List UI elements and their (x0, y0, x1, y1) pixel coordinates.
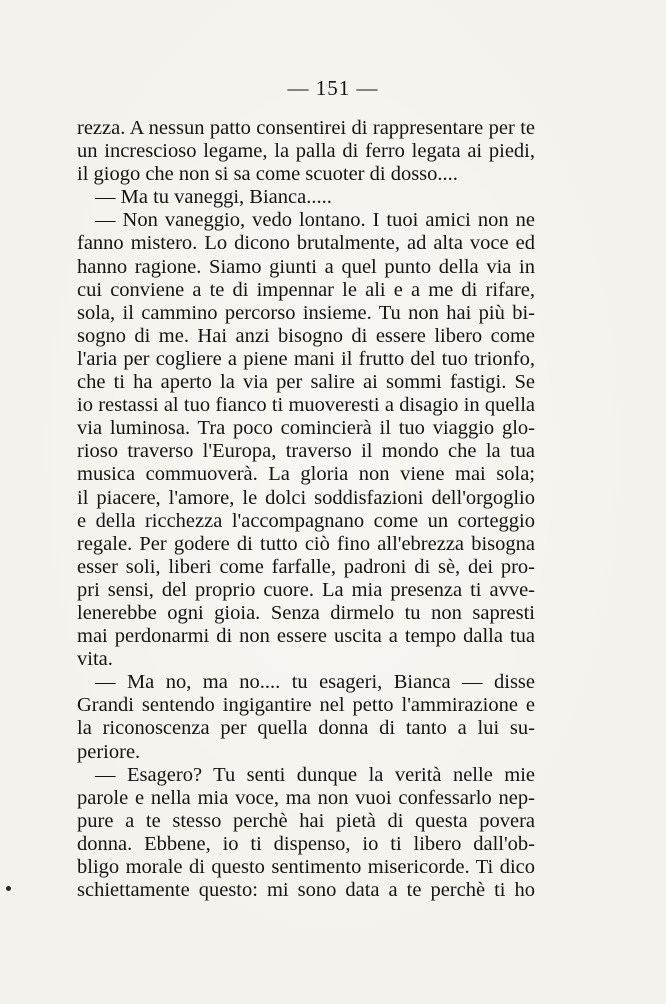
text-line: musica commuoverà. La gloria non viene mai sola; (77, 463, 535, 486)
text-line: il giogo che non si sa come scuoter di dosso.... (77, 163, 458, 186)
text-line: — Ma no, ma no.... tu esageri, Bianca — disse (95, 671, 535, 694)
text-line: lenerebbe ogni gioia. Senza dirmelo tu non sapresti (77, 601, 535, 624)
text-line: il piacere, l'amore, le dolci soddisfazioni dell'orgoglio (77, 486, 535, 509)
text-line: la riconoscenza per quella donna di tanto a lui su- (77, 717, 535, 740)
text-line: sogno di me. Hai anzi bisogno di essere libero come (77, 324, 535, 347)
text-line: rioso traverso l'Europa, traverso il mondo che la tua (77, 440, 535, 463)
text-line: hanno ragione. Siamo giunti a quel punto della via in (77, 255, 535, 278)
text-line: Grandi sentendo ingigantire nel petto l'ammirazione e (77, 694, 535, 717)
page-number: — 151 — (287, 76, 379, 100)
text-line: e della ricchezza l'accompagnano come un corteggio (77, 509, 535, 532)
text-line: — Non vaneggio, vedo lontano. I tuoi amici non ne (95, 209, 535, 232)
text-line: parole e nella mia voce, ma non vuoi confessarlo nep- (77, 786, 535, 809)
text-line: io restassi al tuo fianco ti muoveresti a disagio in quella (77, 394, 535, 417)
text-line: vita. (77, 648, 113, 671)
text-line: bligo morale di questo sentimento misericorde. Ti dico (77, 856, 535, 878)
text-line: rezza. A nessun patto consentirei di rappresentare per te (77, 117, 535, 139)
text-line: l'aria per cogliere a piene mani il frutto del tuo trionfo, (77, 347, 535, 370)
text-line: pure a te stesso perchè hai pietà di questa povera (77, 809, 535, 832)
text-line: donna. Ebbene, io ti dispenso, io ti libero dall'ob- (77, 832, 535, 855)
text-line: regale. Per godere di tutto ciò fino all'ebrezza bisogna (77, 532, 535, 555)
text-line: periore. (77, 740, 141, 763)
text-line: schiettamente questo: mi sono data a te perchè ti ho (77, 879, 535, 902)
text-line: esser soli, liberi come farfalle, padroni di sè, dei pro- (77, 555, 535, 578)
text-line: sola, il cammino percorso insieme. Tu non hai più bi- (77, 301, 535, 324)
body-text (77, 117, 535, 902)
text-line: pri sensi, del proprio cuore. La mia presenza ti avve- (77, 578, 535, 601)
text-line: un increscioso legame, la palla di ferro legata ai piedi, (77, 140, 535, 163)
text-line: mai perdonarmi di non essere uscita a tempo dalla tua (77, 625, 535, 648)
text-line: che ti ha aperto la via per salire ai sommi fastigi. Se (77, 371, 535, 394)
ink-speck (6, 886, 11, 891)
text-line: cui conviene a te di impennar le ali e a me di rifare, (77, 278, 535, 301)
text-line: fanno mistero. Lo dicono brutalmente, ad alta voce ed (77, 232, 535, 255)
text-line: via luminosa. Tra poco comincierà il tuo viaggio glo- (77, 417, 535, 440)
text-line: — Esagero? Tu senti dunque la verità nelle mie (95, 763, 535, 786)
text-line: — Ma tu vaneggi, Bianca..... (95, 186, 332, 209)
